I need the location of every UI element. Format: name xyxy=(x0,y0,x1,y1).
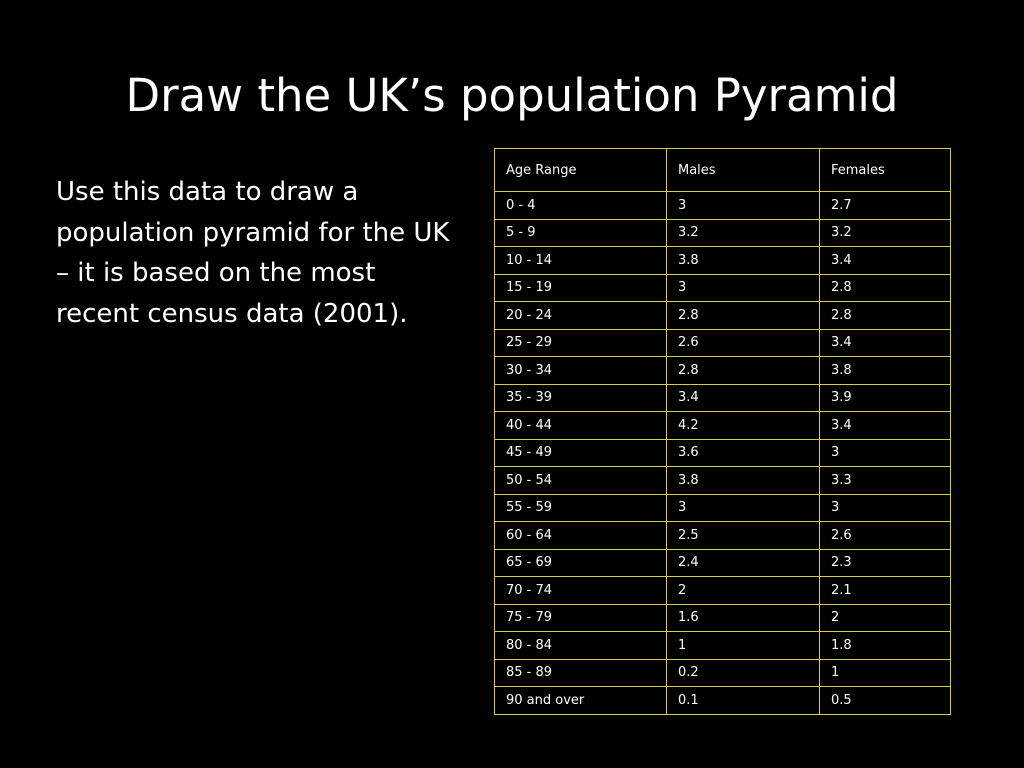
cell-males: 2.6 xyxy=(667,329,820,357)
slide-body-text: Use this data to draw a population pyramid for the UK – it is based on the most recent census data (2001). xyxy=(56,177,450,329)
cell-females: 3.9 xyxy=(820,384,951,412)
cell-males: 3.2 xyxy=(667,219,820,247)
cell-age-range: 15 - 19 xyxy=(495,274,667,302)
cell-females: 3.2 xyxy=(820,219,951,247)
table-row xyxy=(495,494,951,522)
cell-males: 0.1 xyxy=(667,687,820,715)
cell-females: 1.8 xyxy=(820,632,951,660)
table-row xyxy=(495,604,951,632)
cell-age-range: 10 - 14 xyxy=(495,247,667,275)
cell-females: 3.4 xyxy=(820,412,951,440)
cell-females: 3.8 xyxy=(820,357,951,385)
table-row xyxy=(495,632,951,660)
table-row xyxy=(495,687,951,715)
header-age-range: Age Range xyxy=(495,149,667,192)
cell-males: 3.4 xyxy=(667,384,820,412)
cell-males: 2.8 xyxy=(667,302,820,330)
cell-males: 1.6 xyxy=(667,604,820,632)
cell-females: 3.3 xyxy=(820,467,951,495)
table-row xyxy=(495,384,951,412)
table-row xyxy=(495,219,951,247)
cell-males: 0.2 xyxy=(667,659,820,687)
cell-age-range: 55 - 59 xyxy=(495,494,667,522)
cell-males: 3 xyxy=(667,494,820,522)
cell-males: 3.8 xyxy=(667,467,820,495)
table-row xyxy=(495,302,951,330)
cell-males: 2.8 xyxy=(667,357,820,385)
cell-females: 2.3 xyxy=(820,549,951,577)
cell-age-range: 80 - 84 xyxy=(495,632,667,660)
cell-age-range: 35 - 39 xyxy=(495,384,667,412)
cell-females: 3.4 xyxy=(820,247,951,275)
table-row xyxy=(495,467,951,495)
cell-males: 3 xyxy=(667,192,820,220)
cell-females: 3 xyxy=(820,439,951,467)
cell-age-range: 40 - 44 xyxy=(495,412,667,440)
header-males: Males xyxy=(667,149,820,192)
table-row xyxy=(495,549,951,577)
cell-males: 2.4 xyxy=(667,549,820,577)
table-row xyxy=(495,274,951,302)
cell-females: 2.8 xyxy=(820,274,951,302)
cell-age-range: 20 - 24 xyxy=(495,302,667,330)
cell-age-range: 25 - 29 xyxy=(495,329,667,357)
cell-males: 3.8 xyxy=(667,247,820,275)
cell-females: 2 xyxy=(820,604,951,632)
cell-females: 2.6 xyxy=(820,522,951,550)
table-row xyxy=(495,247,951,275)
cell-females: 3 xyxy=(820,494,951,522)
population-table xyxy=(494,148,951,715)
cell-females: 2.7 xyxy=(820,192,951,220)
cell-age-range: 30 - 34 xyxy=(495,357,667,385)
cell-females: 0.5 xyxy=(820,687,951,715)
cell-females: 3.4 xyxy=(820,329,951,357)
cell-age-range: 90 and over xyxy=(495,687,667,715)
table-row xyxy=(495,659,951,687)
table-row xyxy=(495,192,951,220)
cell-age-range: 50 - 54 xyxy=(495,467,667,495)
cell-age-range: 65 - 69 xyxy=(495,549,667,577)
cell-age-range: 5 - 9 xyxy=(495,219,667,247)
table-row xyxy=(495,329,951,357)
slide-title: Draw the UK’s population Pyramid xyxy=(125,69,899,122)
cell-males: 3 xyxy=(667,274,820,302)
table-header-row xyxy=(495,149,951,192)
cell-females: 1 xyxy=(820,659,951,687)
cell-males: 2.5 xyxy=(667,522,820,550)
cell-males: 3.6 xyxy=(667,439,820,467)
cell-age-range: 45 - 49 xyxy=(495,439,667,467)
table-row xyxy=(495,577,951,605)
cell-females: 2.8 xyxy=(820,302,951,330)
table-row xyxy=(495,522,951,550)
cell-age-range: 70 - 74 xyxy=(495,577,667,605)
cell-females: 2.1 xyxy=(820,577,951,605)
cell-age-range: 75 - 79 xyxy=(495,604,667,632)
population-table-body xyxy=(495,149,951,715)
cell-age-range: 0 - 4 xyxy=(495,192,667,220)
cell-age-range: 60 - 64 xyxy=(495,522,667,550)
table-row xyxy=(495,439,951,467)
cell-age-range: 85 - 89 xyxy=(495,659,667,687)
table-row xyxy=(495,357,951,385)
cell-males: 1 xyxy=(667,632,820,660)
cell-males: 4.2 xyxy=(667,412,820,440)
table-row xyxy=(495,412,951,440)
cell-males: 2 xyxy=(667,577,820,605)
header-females: Females xyxy=(820,149,951,192)
